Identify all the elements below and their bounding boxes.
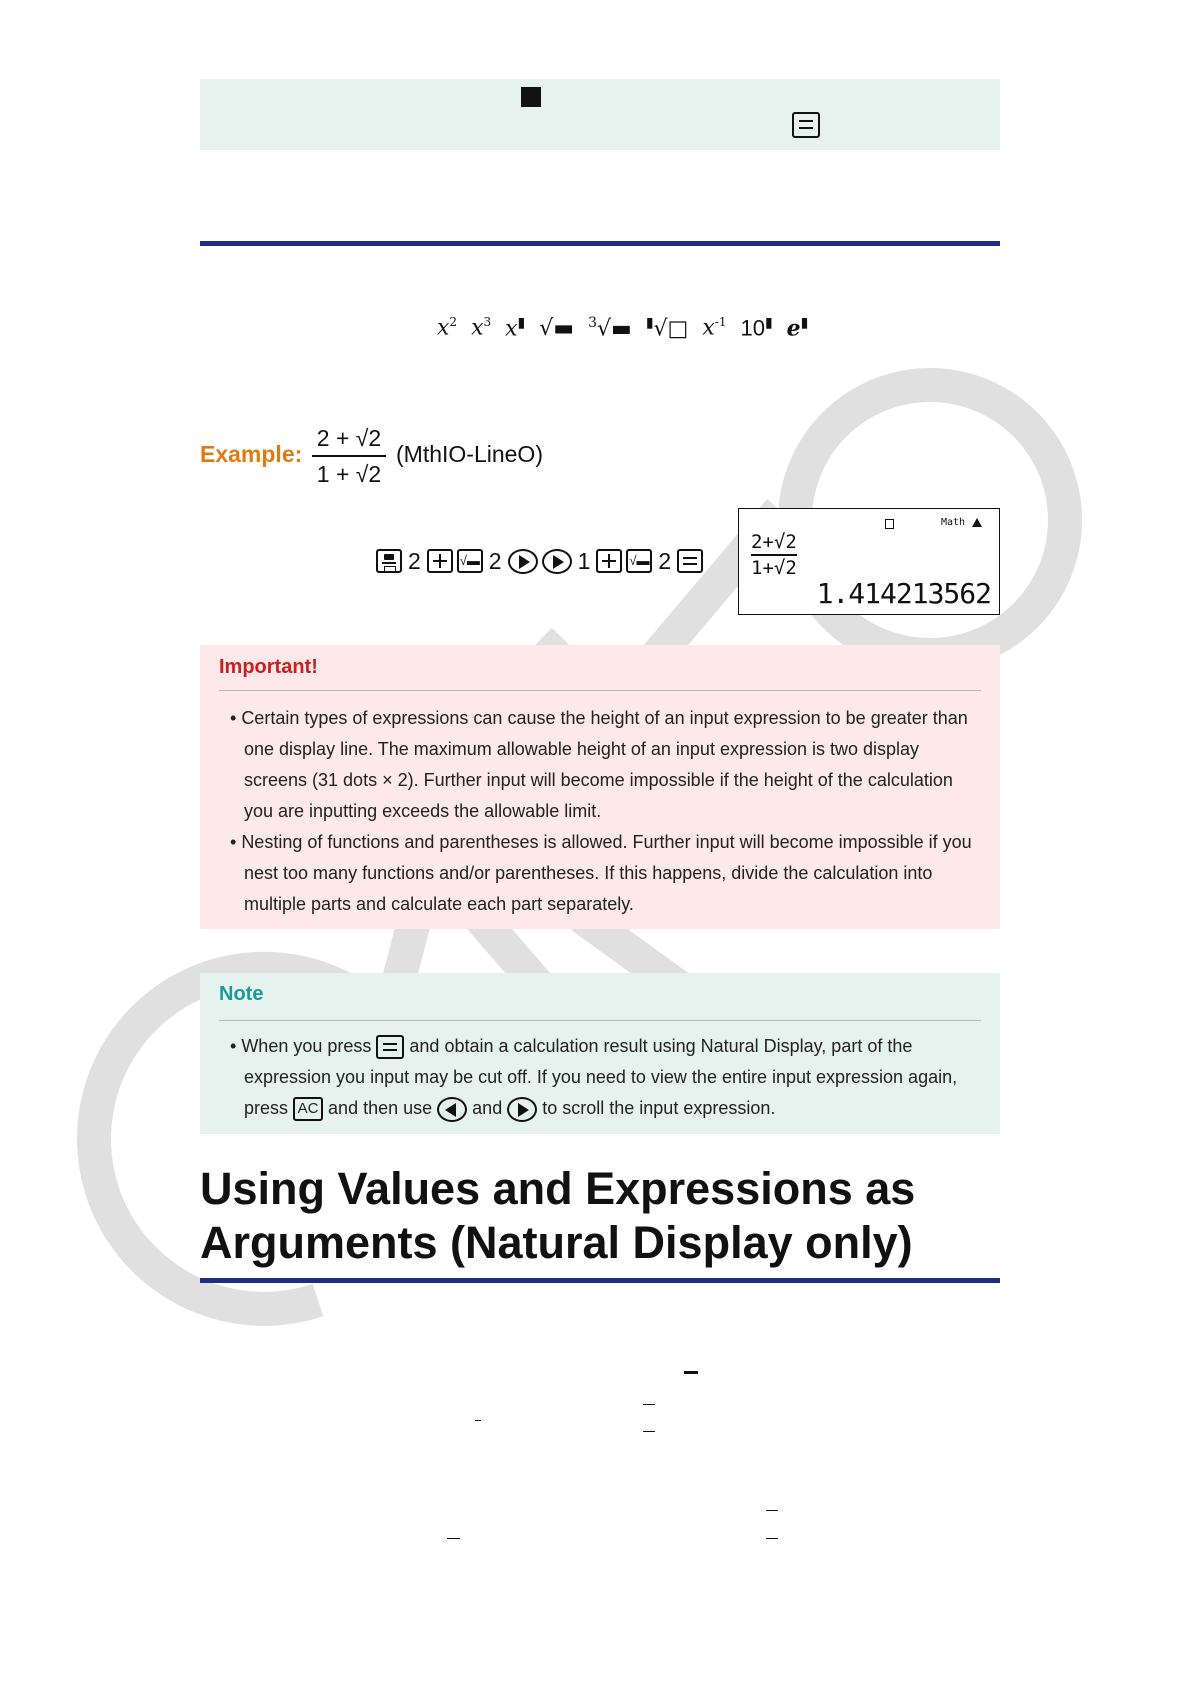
key-sequence <box>376 546 703 576</box>
ten-power: 10▮ <box>740 314 773 341</box>
section-divider <box>200 241 1000 246</box>
right-arrow-key <box>542 549 572 574</box>
equals-key-icon <box>792 112 820 138</box>
frac-key <box>376 549 402 573</box>
example-denominator: 1 + √2 <box>316 461 382 487</box>
e-power: e▮ <box>786 314 809 342</box>
sqrt-key: √▬ <box>457 549 483 573</box>
mark <box>643 1431 655 1432</box>
note-divider <box>219 1020 981 1021</box>
heading-underline <box>200 1278 1000 1283</box>
digit: 2 <box>658 547 672 574</box>
mark <box>766 1510 778 1511</box>
heading-line-2: Arguments (Natural Display only) <box>200 1217 913 1268</box>
x-inverse: $x^{-1}$ <box>702 315 727 341</box>
square-root: √▬ <box>539 315 575 341</box>
list-item: • Nesting of functions and parentheses is allowed. Further input will become impossible if you nest too many functions and/or parentheses. If this happens, divide the calculation into multiple parts and calculate each part separately. <box>230 832 972 914</box>
example-numerator: 2 + √2 <box>316 425 382 451</box>
note-title: Note <box>219 983 264 1005</box>
list-item: • Certain types of expressions can cause the height of an input expression to be greater than one display line. The maximum allowable height of an input expression is two display screens (31 dots × 2). Further input will become impossible if the height of the calculation you are inputting exceeds the allowable limit. <box>230 708 968 821</box>
cube-root: $^3$√▬ <box>588 314 632 342</box>
display-expression <box>751 531 797 579</box>
important-bullet-1: Certain types of expressions can cause the height of an input expression to be greater than one display line. The maximum allowable height of an input expression is two display screens (31 dots × 2). Further input will become impossible if the height of the calculation you are inputting exceeds the allowable limit. <box>241 708 968 821</box>
x-squared: $x^2$ <box>437 315 458 341</box>
mark <box>475 1420 481 1421</box>
filled-square-icon <box>521 87 541 107</box>
display-result: 1.414213562 <box>816 577 991 610</box>
left-arrow-icon <box>437 1097 467 1122</box>
x-cubed: $x^3$ <box>471 315 492 341</box>
right-arrow-key <box>508 549 538 574</box>
plus-key <box>596 549 622 573</box>
note-box <box>200 973 1000 1134</box>
note-seg3: and then use <box>328 1098 433 1118</box>
mark <box>447 1538 460 1539</box>
nth-root: ▮√□ <box>645 314 689 342</box>
digit: 2 <box>408 547 421 574</box>
note-text: • When you press and obtain a calculation result using Natural Display, part of the expression you input may be cut off. If you need to view the entire input expression again, press AC and then use and to scroll the input expression. <box>224 1031 1004 1124</box>
top-info-band <box>200 79 1000 150</box>
x-power: x▮ <box>505 314 526 342</box>
calculator-display <box>738 508 1000 615</box>
important-box <box>200 645 1000 929</box>
digit: 1 <box>577 547 591 574</box>
digit: 2 <box>488 547 502 574</box>
display-denominator: 1+√2 <box>751 557 797 579</box>
important-title: Important! <box>219 656 318 678</box>
display-d-indicator-icon <box>885 519 894 529</box>
right-arrow-icon <box>507 1097 537 1122</box>
important-bullet-2: Nesting of functions and parentheses is allowed. Further input will become impossible if you nest too many functions and/or parentheses. If this happens, divide the calculation into multiple parts and calculate each part separately. <box>241 832 972 914</box>
section-heading <box>200 1162 1000 1270</box>
display-up-arrow-icon <box>972 518 982 527</box>
mark <box>643 1404 655 1405</box>
mark <box>684 1371 698 1374</box>
example-label: Example: <box>200 441 303 467</box>
mark <box>766 1538 778 1539</box>
equals-key <box>677 549 703 573</box>
note-seg1: When you press <box>241 1036 372 1056</box>
plus-key <box>427 549 453 573</box>
note-seg4: and <box>472 1098 503 1118</box>
ac-key-icon: AC <box>293 1097 323 1121</box>
note-seg2: and obtain a calculation result using Natural Display, part of the expression you input may be cut off. If you need to view the entire input expression again, press <box>244 1036 958 1118</box>
display-numerator: 2+√2 <box>751 531 797 553</box>
example-fraction <box>312 424 386 488</box>
note-seg5: to scroll the input expression. <box>542 1098 776 1118</box>
important-list <box>224 703 984 920</box>
equals-key-icon <box>376 1035 404 1059</box>
sqrt-key: √▬ <box>626 549 652 573</box>
important-divider <box>219 690 981 691</box>
example-mode: (MthIO-LineO) <box>396 441 543 467</box>
display-math-indicator: Math <box>941 517 966 528</box>
math-function-templates <box>437 308 857 348</box>
heading-line-1: Using Values and Expressions as <box>200 1163 916 1214</box>
